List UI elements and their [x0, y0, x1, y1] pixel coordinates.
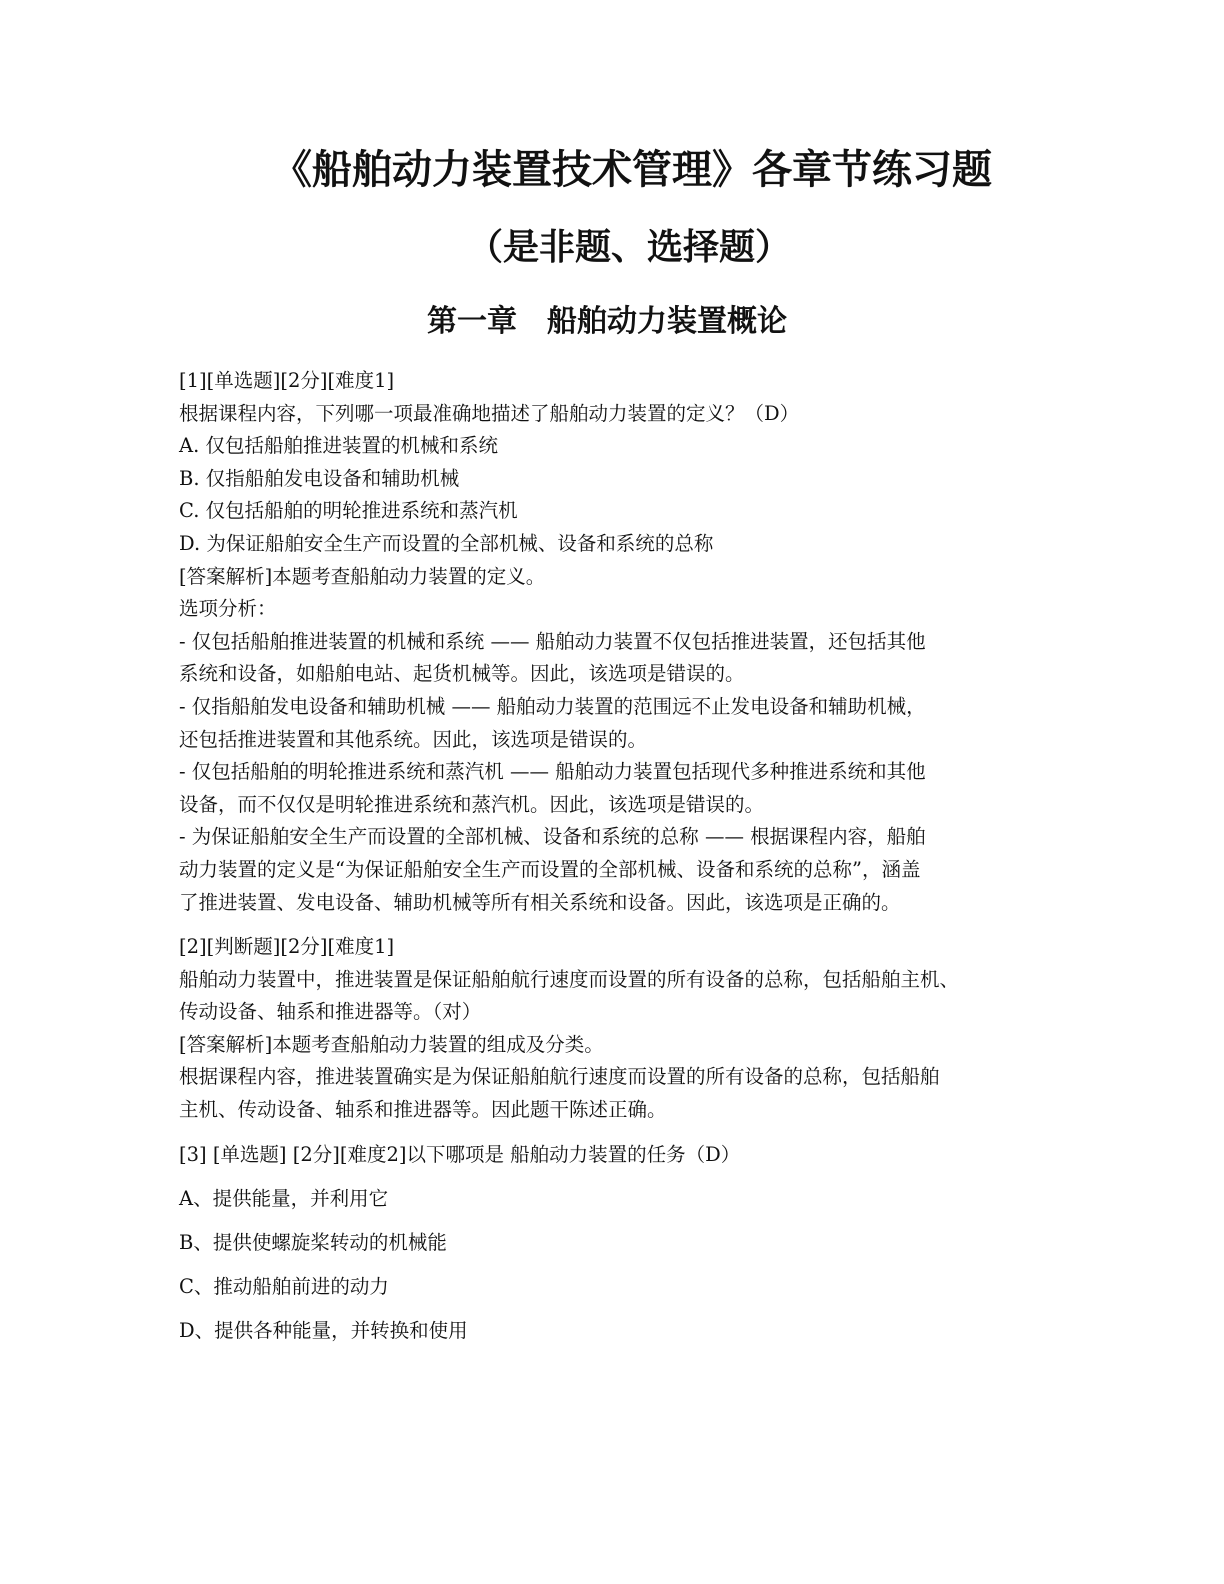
answer-analysis-title: [答案解析]本题考查船舶动力装置的定义。 [179, 564, 546, 588]
analysis-label: 选项分析： [179, 597, 277, 621]
option-b: B. 仅指船舶发电设备和辅助机械 [179, 466, 460, 490]
analysis-line: 还包括推进装置和其他系统。因此，该选项是错误的。 [179, 727, 648, 751]
option-c: C、推动船舶前进的动力 [179, 1274, 389, 1298]
analysis-line: 系统和设备，如船舶电站、起货机械等。因此，该选项是错误的。 [179, 662, 745, 686]
question-stem: 根据课程内容，下列哪一项最准确地描述了船舶动力装置的定义？（D） [179, 401, 800, 425]
question-stem: 船舶动力装置中，推进装置是保证船舶航行速度而设置的所有设备的总称，包括船舶主机、 [179, 967, 960, 991]
question-header-stem: [3] [单选题] [2分][难度2]以下哪项是 船舶动力装置的任务（D） [179, 1142, 741, 1166]
analysis-line: 根据课程内容，推进装置确实是为保证船舶航行速度而设置的所有设备的总称，包括船舶 [179, 1065, 940, 1089]
question-stem: 传动设备、轴系和推进器等。（对） [179, 1000, 482, 1024]
question-1 [179, 365, 1049, 919]
document-body [179, 365, 1049, 1353]
option-b: B、提供使螺旋桨转动的机械能 [179, 1230, 447, 1254]
analysis-line: 了推进装置、发电设备、辅助机械等所有相关系统和设备。因此，该选项是正确的。 [179, 890, 901, 914]
document-subtitle: （是非题、选择题） [466, 226, 791, 268]
analysis-line: - 为保证船舶安全生产而设置的全部机械、设备和系统的总称 —— 根据课程内容，船舶 [179, 825, 926, 849]
option-d: D、提供各种能量，并转换和使用 [179, 1318, 468, 1342]
analysis-line: 动力装置的定义是“为保证船舶安全生产而设置的全部机械、设备和系统的总称”，涵盖 [179, 857, 921, 881]
option-c: C. 仅包括船舶的明轮推进系统和蒸汽机 [179, 499, 518, 523]
question-2 [179, 931, 1049, 1127]
option-a: A、提供能量，并利用它 [179, 1186, 389, 1210]
question-header: [2][判断题][2分][难度1] [179, 935, 395, 959]
analysis-line: - 仅包括船舶推进装置的机械和系统 —— 船舶动力装置不仅包括推进装置，还包括其他 [179, 629, 926, 653]
question-3 [179, 1133, 1049, 1353]
option-d: D. 为保证船舶安全生产而设置的全部机械、设备和系统的总称 [179, 531, 714, 555]
question-header: [1][单选题][2分][难度1] [179, 369, 395, 392]
analysis-line: 设备，而不仅仅是明轮推进系统和蒸汽机。因此，该选项是错误的。 [179, 792, 765, 816]
analysis-line: - 仅指船舶发电设备和辅助机械 —— 船舶动力装置的范围远不止发电设备和辅助机械， [179, 694, 926, 718]
analysis-line: 主机、传动设备、轴系和推进器等。因此题干陈述正确。 [179, 1098, 667, 1122]
document-title: 《船舶动力装置技术管理》各章节练习题 [272, 146, 992, 193]
analysis-line: - 仅包括船舶的明轮推进系统和蒸汽机 —— 船舶动力装置包括现代多种推进系统和其他 [179, 760, 926, 784]
option-a: A. 仅包括船舶推进装置的机械和系统 [179, 434, 498, 458]
answer-analysis-title: [答案解析]本题考查船舶动力装置的组成及分类。 [179, 1032, 604, 1056]
spacer [179, 919, 1049, 931]
chapter-heading: 第一章 船舶动力装置概论 [427, 304, 787, 339]
